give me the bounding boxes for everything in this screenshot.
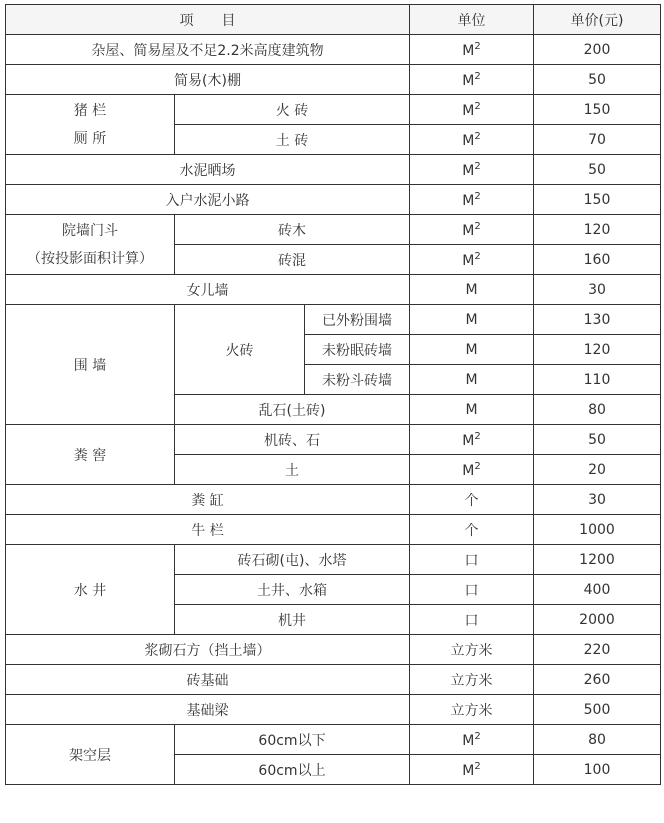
header-price: 单价(元) (534, 5, 661, 35)
header-item: 项 目 (6, 5, 410, 35)
price-cell: 150 (534, 95, 661, 125)
sub-item-label: 机砖、石 (175, 425, 410, 455)
item-label: 女儿墙 (6, 275, 410, 305)
table-header-row (6, 5, 661, 35)
sub-sub-item-label: 已外粉围墙 (305, 305, 410, 335)
sub-item-label: 60cm以上 (175, 755, 410, 785)
item-label: 基础梁 (6, 695, 410, 725)
item-label: 杂屋、简易屋及不足2.2米高度建筑物 (6, 35, 410, 65)
unit-cell: 口 (410, 575, 534, 605)
price-cell: 30 (534, 485, 661, 515)
sub-item-label: 土井、水箱 (175, 575, 410, 605)
price-cell: 70 (534, 125, 661, 155)
price-table (5, 4, 661, 785)
item-label: 水泥晒场 (6, 155, 410, 185)
unit-cell: $M^2$ (410, 155, 534, 185)
price-cell: 1000 (534, 515, 661, 545)
group-label-stilt: 架空层 (6, 725, 175, 785)
unit-cell: 个 (410, 515, 534, 545)
sub-item-label: 砖混 (175, 245, 410, 275)
price-cell: 50 (534, 155, 661, 185)
sub-group-label-fire-brick: 火砖 (175, 305, 305, 395)
unit-cell: $M^2$ (410, 755, 534, 785)
sub-item-label: 土 (175, 455, 410, 485)
price-cell: 50 (534, 65, 661, 95)
table-row (6, 275, 661, 305)
unit-cell: 立方米 (410, 635, 534, 665)
price-cell: 400 (534, 575, 661, 605)
table-row (6, 635, 661, 665)
unit-cell: 口 (410, 545, 534, 575)
table-row (6, 65, 661, 95)
price-cell: 260 (534, 665, 661, 695)
table-row (6, 515, 661, 545)
unit-cell: $M^2$ (410, 125, 534, 155)
unit-cell: 口 (410, 605, 534, 635)
unit-cell: $M^2$ (410, 425, 534, 455)
unit-cell: M (410, 275, 534, 305)
price-cell: 500 (534, 695, 661, 725)
unit-cell: $M^2$ (410, 455, 534, 485)
unit-cell: 个 (410, 485, 534, 515)
sub-item-label: 土 砖 (175, 125, 410, 155)
sub-sub-item-label: 未粉眠砖墙 (305, 335, 410, 365)
unit-cell: $M^2$ (410, 35, 534, 65)
price-cell: 1200 (534, 545, 661, 575)
group-label-wall: 围 墙 (6, 305, 175, 425)
table-row (6, 185, 661, 215)
group-label-well: 水 井 (6, 545, 175, 635)
sub-item-label: 砖石砌(屯)、水塔 (175, 545, 410, 575)
unit-cell: $M^2$ (410, 245, 534, 275)
unit-cell: M (410, 395, 534, 425)
sub-sub-item-label: 未粉斗砖墙 (305, 365, 410, 395)
table-row (6, 95, 661, 125)
price-cell: 150 (534, 185, 661, 215)
table-row (6, 425, 661, 455)
item-label: 牛 栏 (6, 515, 410, 545)
group-label-gate: 院墙门斗 （按投影面积计算） (6, 215, 175, 275)
price-cell: 30 (534, 275, 661, 305)
table-row (6, 695, 661, 725)
price-cell: 2000 (534, 605, 661, 635)
table-row (6, 725, 661, 755)
unit-cell: M (410, 305, 534, 335)
table-row (6, 485, 661, 515)
item-label: 浆砌石方（挡土墙） (6, 635, 410, 665)
unit-cell: 立方米 (410, 665, 534, 695)
unit-cell: $M^2$ (410, 65, 534, 95)
unit-cell: M (410, 335, 534, 365)
table-row (6, 545, 661, 575)
group-label-pit: 粪 窖 (6, 425, 175, 485)
sub-item-label: 60cm以下 (175, 725, 410, 755)
item-label: 简易(木)棚 (6, 65, 410, 95)
group-label-pig-toilet: 猪 栏 厕 所 (6, 95, 175, 155)
sub-item-label: 乱石(土砖) (175, 395, 410, 425)
sub-item-label: 机井 (175, 605, 410, 635)
price-cell: 20 (534, 455, 661, 485)
price-cell: 200 (534, 35, 661, 65)
unit-cell: $M^2$ (410, 185, 534, 215)
sub-item-label: 火 砖 (175, 95, 410, 125)
unit-cell: 立方米 (410, 695, 534, 725)
table-row (6, 305, 661, 335)
header-unit: 单位 (410, 5, 534, 35)
table-row (6, 35, 661, 65)
price-cell: 160 (534, 245, 661, 275)
table-row (6, 215, 661, 245)
table-row (6, 155, 661, 185)
unit-cell: $M^2$ (410, 725, 534, 755)
price-cell: 110 (534, 365, 661, 395)
unit-cell: M (410, 365, 534, 395)
price-cell: 220 (534, 635, 661, 665)
item-label: 入户水泥小路 (6, 185, 410, 215)
price-cell: 100 (534, 755, 661, 785)
price-cell: 120 (534, 335, 661, 365)
item-label: 粪 缸 (6, 485, 410, 515)
item-label: 砖基础 (6, 665, 410, 695)
table-row (6, 665, 661, 695)
price-cell: 80 (534, 395, 661, 425)
unit-cell: $M^2$ (410, 95, 534, 125)
sub-item-label: 砖木 (175, 215, 410, 245)
price-cell: 130 (534, 305, 661, 335)
price-cell: 80 (534, 725, 661, 755)
unit-cell: $M^2$ (410, 215, 534, 245)
price-cell: 120 (534, 215, 661, 245)
price-cell: 50 (534, 425, 661, 455)
